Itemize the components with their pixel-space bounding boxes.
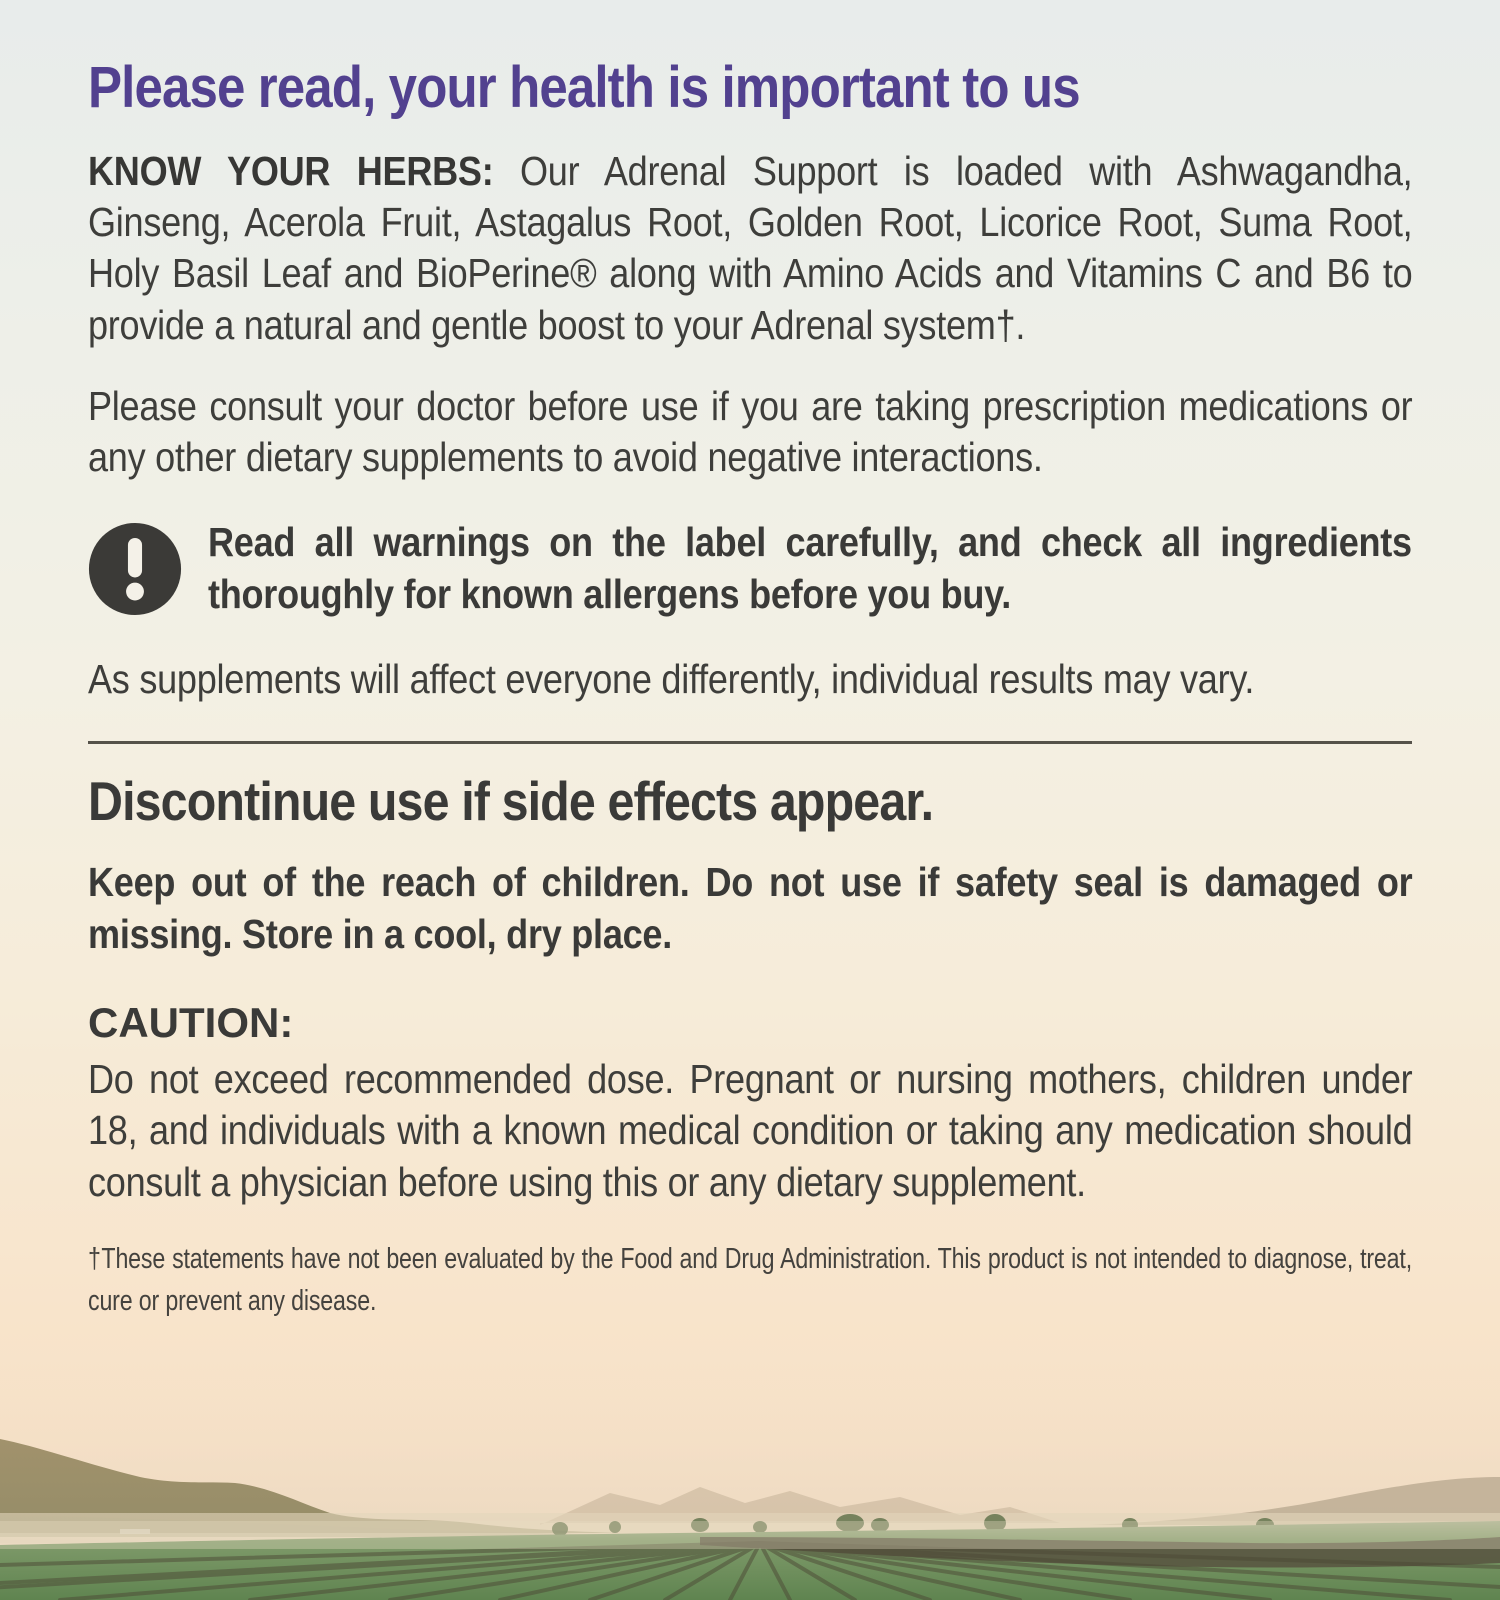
exclamation-circle-icon xyxy=(88,522,182,616)
caution-body-paragraph: Do not exceed recommended dose. Pregnant or nursing mothers, children under 18, and individuals with a known medical condition or taking any medication should consult a physician before using this or any dietary supplement. xyxy=(88,1056,1413,1205)
keep-out-of-reach-paragraph: Keep out of the reach of children. Do not use if safety seal is damaged or missing. Store in a cool, dry place. xyxy=(88,859,1413,957)
warning-callout xyxy=(88,517,1412,620)
page-title: Please read, your health is important to us xyxy=(88,55,1080,120)
section-divider xyxy=(88,741,1412,744)
know-your-herbs-lead: KNOW YOUR HERBS: xyxy=(88,147,494,194)
consult-doctor-paragraph: Please consult your doctor before use if you are taking prescription medications or any other dietary supplements to avoid negative interactions. xyxy=(88,382,1413,481)
know-your-herbs-paragraph xyxy=(88,146,1412,351)
discontinue-heading: Discontinue use if side effects appear. xyxy=(88,770,934,833)
results-vary-note: As supplements will affect everyone differently, individual results may vary. xyxy=(88,655,1255,702)
warning-callout-text: Read all warnings on the label carefully, and check all ingredients thoroughly for known allergens before you buy. xyxy=(208,519,1412,617)
caution-label: CAUTION: xyxy=(88,998,294,1046)
fda-disclaimer: †These statements have not been evaluated by the Food and Drug Administration. This product is not intended to diagnose, treat, cure or prevent any disease. xyxy=(88,1242,1412,1317)
know-your-herbs-body: Our Adrenal Support is loaded with Ashwagandha, Ginseng, Acerola Fruit, Astagalus Root, Golden Root, Licorice Root, Suma Root, Holy Basil Leaf and BioPerine® along with Amino Acids and Vitamins C and B6 to provide a natural and gentle boost to your Adrenal system†. xyxy=(88,147,1413,348)
